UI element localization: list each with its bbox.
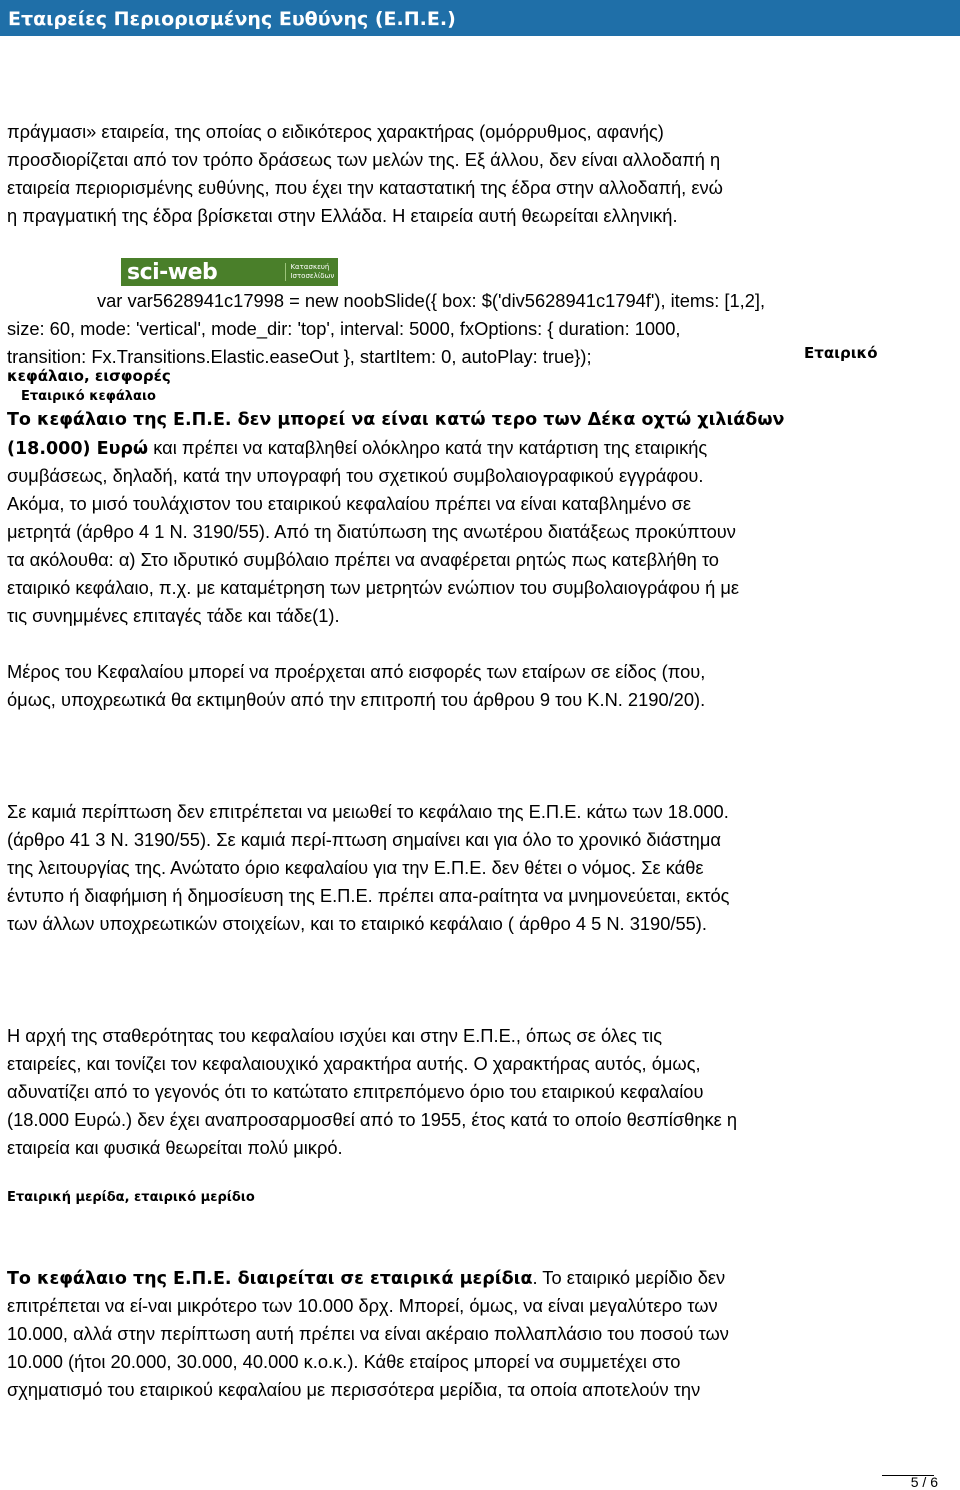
para6-line-3: 10.000, αλλά στην περίπτωση αυτή πρέπει να είναι ακέραιο πολλαπλάσιο του ποσού των bbox=[7, 1323, 729, 1344]
para4-line-2: (άρθρο 41 3 Ν. 3190/55). Σε καμιά περί-πτωση σημαίνει και για όλο το χρονικό διάστημα bbox=[7, 829, 721, 850]
para3-line-1: Μέρος του Κεφαλαίου μπορεί να προέρχεται από εισφορές των εταίρων σε είδος (που, bbox=[7, 661, 706, 682]
para3-line-2: όμως, υποχρεωτικά θα εκτιμηθούν από την επιτροπή του άρθρου 9 του Κ.Ν. 2190/20). bbox=[7, 689, 706, 710]
para2-line-7: τις συνημμένες επιταγές τάδε και τάδε(1). bbox=[7, 605, 340, 626]
para2-line-2: συμβάσεως, δηλαδή, κατά την υπογραφή του σχετικού συμβολαιογραφικού εγγράφου. bbox=[7, 465, 704, 486]
para5-line-1: Η αρχή της σταθερότητας του κεφαλαίου ισχύει και στην Ε.Π.Ε., όπως σε όλες τις bbox=[7, 1025, 663, 1046]
tag-link-capital-contributions[interactable]: κεφάλαιο, εισφορές bbox=[7, 367, 171, 385]
heading-capital: Το κεφάλαιο της Ε.Π.Ε. δεν μπορεί να είναι κατώ τερο των Δέκα οχτώ χιλιάδων bbox=[7, 410, 785, 430]
para5-line-2: εταιρείες, και τονίζει τον κεφαλαιουχικό χαρακτήρα αυτής. Ο χαρακτήρας αυτός, όμως, bbox=[7, 1053, 701, 1074]
para4-line-3: της λειτουργίας της. Ανώτατο όριο κεφαλαίου για την Ε.Π.Ε. δεν θέτει ο νόμος. Σε κάθε bbox=[7, 857, 704, 878]
para1-line-1: πράγμασι» εταιρεία, της οποίας ο ειδικότερος χαρακτήρας (ομόρρυθμος, αφανής) bbox=[7, 121, 664, 142]
para2-line-3: Ακόμα, το μισό τουλάχιστον του εταιρικού κεφαλαίου πρέπει να είναι καταβλημένο σε bbox=[7, 493, 692, 514]
para5-line-5: εταιρεία και φυσικά θεωρείται πολύ μικρό. bbox=[7, 1137, 343, 1158]
para2-line-6: εταιρικό κεφάλαιο, π.χ. με καταμέτρηση των μετρητών ενώπιον του συμβολαιογράφου ή με bbox=[7, 577, 740, 598]
logo-subtext: Κατασκευή Ιστοσελίδων bbox=[285, 263, 338, 281]
para2-line-1: (18.000) Ευρώ και πρέπει να καταβληθεί ολόκληρο κατά την κατάρτιση της εταιρικής bbox=[7, 437, 708, 459]
para6-line-1: Το κεφάλαιο της Ε.Π.Ε. διαιρείται σε εταιρικά μερίδια. Το εταιρικό μερίδιο δεν bbox=[7, 1267, 726, 1289]
para1-line-2: προσδιορίζεται από τον τρόπο δράσεως των μελών της. Εξ άλλου, δεν είναι αλλοδαπή η bbox=[7, 149, 721, 170]
script-text-line-1: var var5628941c17998 = new noobSlide({ box: $('div5628941c1794f'), items: [1,2], bbox=[97, 290, 766, 311]
para4-line-4: έντυπο ή διαφήμιση ή δημοσίευση της Ε.Π.Ε. πρέπει απα-ραίτητα να μνημονεύεται, εκτός bbox=[7, 885, 730, 906]
para1-line-4: η πραγματική της έδρα βρίσκεται στην Ελλάδα. Η εταιρεία αυτή θεωρείται ελληνική. bbox=[7, 205, 678, 226]
page-number: 5 / 6 bbox=[910, 1474, 938, 1490]
para6-line-2: επιτρέπεται να εί-ναι μικρότερο των 10.000 δρχ. Μπορεί, όμως, να είναι μεγαλύτερο των bbox=[7, 1295, 718, 1316]
para4-line-5: των άλλων υποχρεωτικών στοιχείων, και το εταιρικό κεφάλαιο ( άρθρο 4 5 Ν. 3190/55). bbox=[7, 913, 707, 934]
document-header bbox=[0, 0, 960, 36]
para4-line-1: Σε καμιά περίπτωση δεν επιτρέπεται να μειωθεί το κεφάλαιο της Ε.Π.Ε. κάτω των 18.000. bbox=[7, 801, 729, 822]
para6-line-4: 10.000 (ήτοι 20.000, 30.000, 40.000 κ.ο.κ.). Κάθε εταίρος μπορεί να συμμετέχει στο bbox=[7, 1351, 681, 1372]
tag-link-capital[interactable]: Εταιρικό bbox=[804, 344, 878, 362]
sci-web-logo[interactable] bbox=[121, 258, 338, 286]
logo-text: sci-web bbox=[127, 259, 218, 285]
header-title: Εταιρείες Περιορισμένης Ευθύνης (Ε.Π.Ε.) bbox=[8, 8, 456, 30]
para1-line-3: εταιρεία περιορισμένης ευθύνης, που έχει την καταστατική της έδρα στην αλλοδαπή, ενώ bbox=[7, 177, 723, 198]
tag-link-shares[interactable]: Εταιρική μερίδα, εταιρικό μερίδιο bbox=[7, 1190, 255, 1205]
subtag-link[interactable]: Εταιρικό κεφάλαιο bbox=[21, 389, 156, 404]
script-text-line-2: size: 60, mode: 'vertical', mode_dir: 'top', interval: 5000, fxOptions: { duration: 1000, bbox=[7, 318, 681, 339]
para5-line-4: (18.000 Ευρώ.) δεν έχει αναπροσαρμοσθεί από το 1955, έτος κατά το οποίο θεσπίσθηκε η bbox=[7, 1109, 738, 1130]
para6-line-5: σχηματισμό του εταιρικού κεφαλαίου με περισσότερα μερίδια, τα οποία αποτελούν την bbox=[7, 1379, 701, 1400]
script-text-line-3: transition: Fx.Transitions.Elastic.easeOut }, startItem: 0, autoPlay: true}); bbox=[7, 346, 592, 367]
para2-line-4: μετρητά (άρθρο 4 1 Ν. 3190/55). Από τη διατύπωση της ανωτέρου διατάξεως προκύπτουν bbox=[7, 521, 736, 542]
para2-line-5: τα ακόλουθα: α) Στο ιδρυτικό συμβόλαιο πρέπει να αναφέρεται ρητώς πως κατεβλήθη το bbox=[7, 549, 719, 570]
para5-line-3: αδυνατίζει από το γεγονός ότι το κατώτατο επιτρεπόμενο όριο του εταιρικού κεφαλαίου bbox=[7, 1081, 704, 1102]
